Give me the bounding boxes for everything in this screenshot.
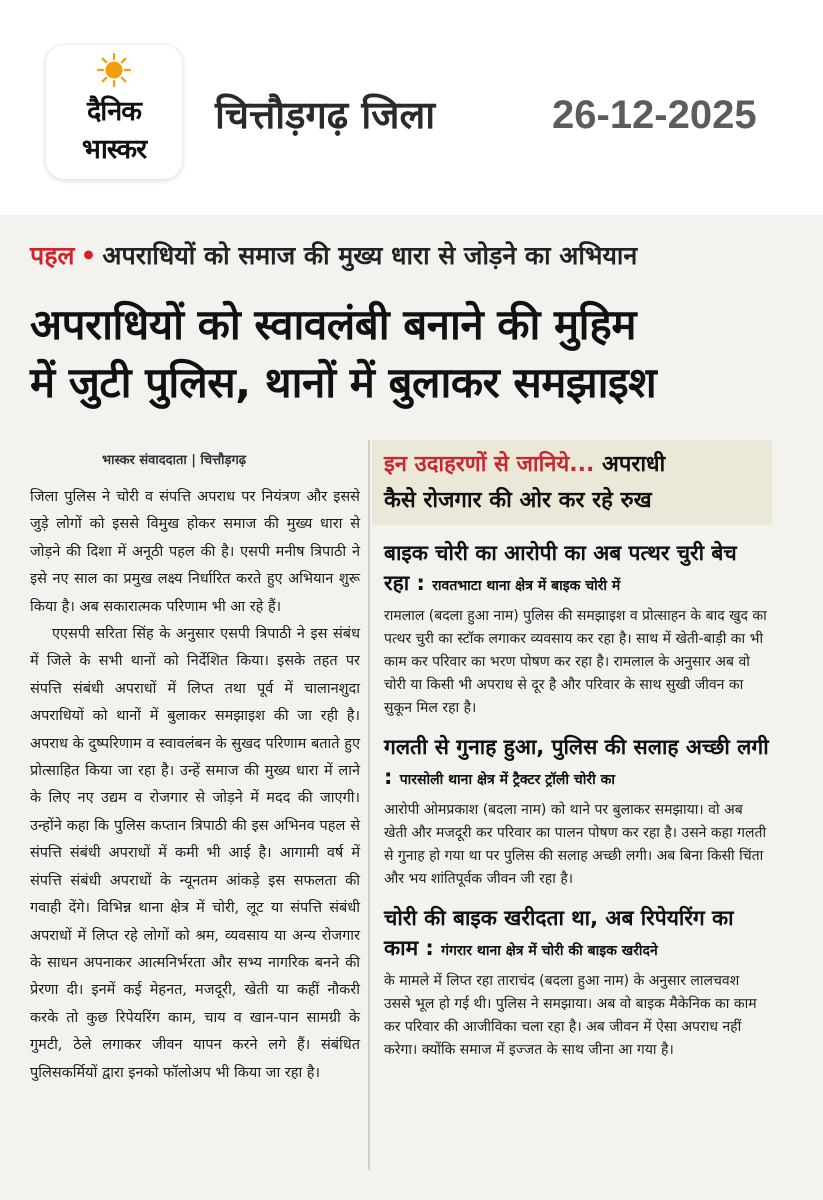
district-title: चित्तौड़गढ़ जिला [215, 93, 436, 137]
headline-line-1: अपराधियों को स्वावलंबी बनाने की मुहिम [30, 300, 636, 349]
story-body: आरोपी ओमप्रकाश (बदला नाम) को थाने पर बुलाकर समझाया। वो अब खेती और मजदूरी कर परिवार का पालन पोषण कर रहा है। उसने कहा गलती से गुनाह हो गया था पर पुलिस की सलाह अच्छी लगी। अब बिना किसी चिंता और भय शांतिपूर्वक जीवन जी रहा है। [384, 802, 767, 887]
story-lead: रावतभाटा थाना क्षेत्र में बाइक चोरी में [432, 578, 621, 594]
sidebar-header-line-1 [384, 448, 665, 478]
sidebar-story [384, 903, 769, 1062]
story-lead: पारसोली थाना क्षेत्र में ट्रैक्टर ट्रॉली चोरी का [399, 772, 615, 788]
sidebar-header-red: इन उदाहरणों से जानिये... [384, 452, 595, 477]
sidebar-header [372, 440, 772, 525]
byline: भास्कर संवाददाता | चित्तौड़गढ़ [102, 453, 247, 468]
story-title-text: चोरी की बाइक खरीदता था, अब रिपेयरिंग का काम : [384, 906, 734, 960]
story-title [384, 538, 769, 601]
dainik-bhaskar-logo [46, 45, 182, 179]
sidebar-header-black-2: कैसे रोजगार की ओर कर रहे रुख [384, 488, 652, 513]
story-title [384, 732, 769, 795]
story-body: रामलाल (बदला हुआ नाम) पुलिस की समझाइश व प्रोत्साहन के बाद खुद का पत्थर चुरी का स्टॉक लगाकर व्यवसाय कर रहा है। साथ में खेती-बाड़ी का भी काम कर परिवार का भरण पोषण कर रहा है। रामलाल के अनुसार अब वो चोरी या किसी भी अपराध से दूर है और परिवार के साथ सुखी जीवन का सुकून मिल रहा है। [384, 608, 767, 716]
body-paragraph: जिला पुलिस ने चोरी व संपत्ति अपराध पर नियंत्रण और इससे जुड़े लोगों को इससे विमुख होकर समाज की मुख्य धारा से जोड़ने की दिशा में अनूठी पहल की है। एसपी मनीष त्रिपाठी ने इसे नए साल का प्रमुख लक्ष्य निर्धारित करते हुए अभियान शुरू किया है। अब सकारात्मक परिणाम भी आ रहे हैं। [30, 489, 360, 615]
article-headline [30, 296, 800, 412]
article-body [30, 484, 360, 1087]
header [0, 0, 823, 215]
headline-line-2: में जुटी पुलिस, थानों में बुलाकर समझाइश [30, 358, 657, 407]
sidebar-story [384, 732, 769, 891]
sun-icon [97, 53, 131, 87]
column-divider [368, 440, 370, 1170]
sidebar-header-black-1: अपराधी [602, 452, 666, 477]
story-lead: गंगरार थाना क्षेत्र में चोरी की बाइक खरीदने [441, 943, 658, 959]
kicker-text: अपराधियों को समाज की मुख्य धारा से जोड़ने का अभियान [102, 241, 638, 270]
sidebar-story [384, 538, 769, 720]
kicker-bullet: • [80, 241, 97, 270]
story-title [384, 903, 769, 966]
sidebar-stories [384, 538, 769, 1074]
story-body: के मामले में लिप्त रहा ताराचंद (बदला हुआ नाम) के अनुसार लालचवश उससे भूल हो गई थी। पुलिस ने समझाया। अब वो बाइक मैकेनिक का काम कर परिवार की आजीविका चला रहा है। अब जीवन में ऐसा अपराध नहीं करेगा। क्योंकि समाज में इज्जत के साथ जीना आ गया है। [384, 973, 757, 1058]
article-kicker [30, 238, 637, 272]
story-title-text: गलती से गुनाह हुआ, पुलिस की सलाह अच्छी लगी : [384, 735, 769, 789]
body-paragraph: एएसपी सरिता सिंह के अनुसार एसपी त्रिपाठी ने इस संबंध में जिले के सभी थानों को निर्देशित किया। इसके तहत पर संपत्ति संबंधी अपराधों में लिप्त तथा पूर्व में चालानशुदा अपराधियों को थानों में बुलाकर समझाइश की जा रही है। अपराध के दुष्परिणाम व स्वावलंबन के सुखद परिणाम बताते हुए प्रोत्साहित किया जा रहा है। उन्हें समाज की मुख्य धारा में लाने के लिए नए उद्यम व रोजगार से जोड़ने में मदद की जाएगी। उन्होंने कहा कि पुलिस कप्तान त्रिपाठी की इस अभिनव पहल से संपत्ति संबंधी अपराधों में कमी भी आई है। आगामी वर्ष में संपत्ति संबंधी अपराधों के न्यूनतम आंकड़े इस सफलता की गवाही देंगे। विभिन्न थाना क्षेत्र में चोरी, लूट या संपत्ति संबंधी अपराधों में लिप्त रहे लोगों को श्रम, व्यवसाय या अन्य रोजगार के साधन अपनाकर आत्मनिर्भरता और सभ्य नागरिक बनने की प्रेरणा दी। इनमें कई मेहनत, मजदूरी, खेती या कहीं नौकरी करके तो कुछ रिपेयरिंग काम, चाय व खान-पान सामग्री के गुमटी, ठेले लगाकर जीवन यापन करने लगे हैं। संबंधित पुलिसकर्मियों द्वारा इनको फॉलोअप भी किया जा रहा है। [30, 626, 360, 1081]
logo-text-dainik: दैनिक [86, 96, 142, 127]
logo-text-bhaskar: भास्कर [81, 134, 147, 165]
story-title-text: बाइक चोरी का आरोपी का अब पत्थर चुरी बेच रहा : [384, 541, 737, 595]
edition-date: 26-12-2025 [552, 93, 757, 137]
kicker-tag: पहल [30, 241, 75, 270]
